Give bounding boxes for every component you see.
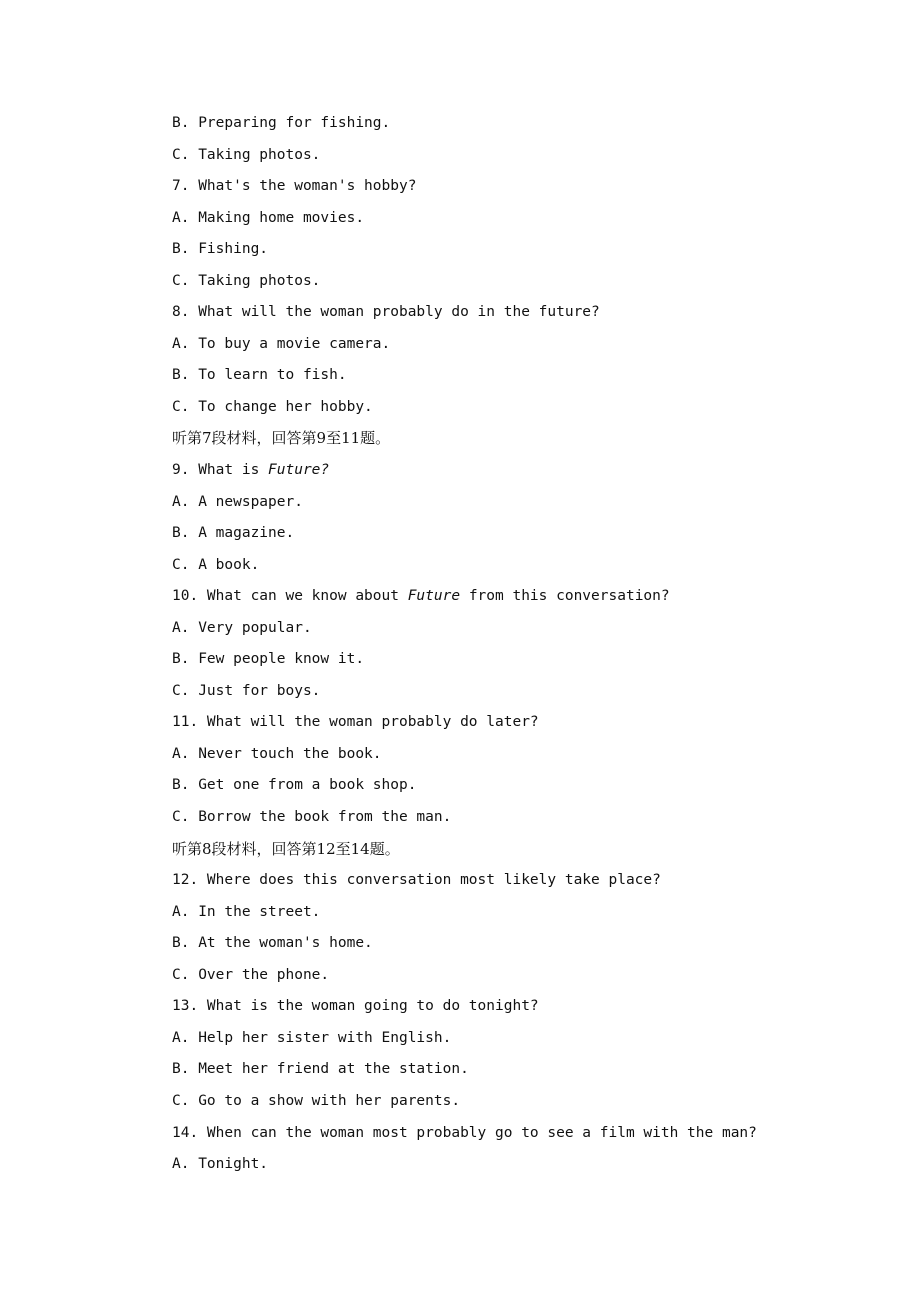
question-list: [172, 112, 872, 1185]
question-14: 14. When can the woman most probably go to see a film with the man?: [172, 1124, 757, 1141]
question-10: [172, 585, 872, 617]
option-c-q12: C. Over the phone.: [172, 966, 330, 983]
option-a-q14: A. Tonight.: [172, 1156, 269, 1173]
option-a-q10: A. Very popular.: [172, 619, 312, 636]
question-11: 11. What will the woman probably do later?: [172, 714, 539, 731]
option-a-q11: A. Never touch the book.: [172, 745, 382, 762]
question-10-text: 10. What can we know about: [172, 588, 408, 605]
option-c-q13: C. Go to a show with her parents.: [172, 1092, 461, 1109]
option-c-q6: C. Taking photos.: [172, 146, 321, 163]
option-a-q9: A. A newspaper.: [172, 493, 303, 510]
option-a-q13: A. Help her sister with English.: [172, 1029, 452, 1046]
option-c-q7: C. Taking photos.: [172, 272, 321, 289]
option-c-q10: C. Just for boys.: [172, 682, 321, 699]
option-c-q11: C. Borrow the book from the man.: [172, 809, 452, 826]
question-10-tail: from this conversation?: [460, 588, 670, 605]
question-13: 13. What is the woman going to do tonight?: [172, 998, 539, 1015]
option-b-q9: B. A magazine.: [172, 525, 295, 542]
question-7: 7. What's the woman's hobby?: [172, 178, 417, 195]
option-b-q10: B. Few people know it.: [172, 651, 365, 668]
section-instruction-8: 听第8段材料，回答第12至14题。: [172, 839, 400, 858]
section-instruction-7: 听第7段材料，回答第9至11题。: [172, 429, 391, 448]
option-b-q12: B. At the woman's home.: [172, 935, 373, 952]
question-9-title-italic: Future?: [268, 462, 330, 479]
option-b-q6: B. Preparing for fishing.: [172, 115, 391, 131]
question-9: [172, 459, 872, 491]
option-c-q8: C. To change her hobby.: [172, 398, 373, 415]
option-b-q11: B. Get one from a book shop.: [172, 777, 417, 794]
question-10-title-italic: Future: [407, 588, 461, 605]
option-c-q9: C. A book.: [172, 556, 260, 573]
option-a-q7: A. Making home movies.: [172, 209, 365, 226]
option-a-q8: A. To buy a movie camera.: [172, 335, 391, 352]
question-12: 12. Where does this conversation most likely take place?: [172, 872, 661, 889]
option-b-q13: B. Meet her friend at the station.: [172, 1061, 469, 1078]
option-b-q8: B. To learn to fish.: [172, 367, 347, 384]
option-b-q7: B. Fishing.: [172, 241, 269, 258]
question-9-text: 9. What is: [172, 462, 269, 479]
option-a-q12: A. In the street.: [172, 903, 321, 920]
question-8: 8. What will the woman probably do in the future?: [172, 304, 600, 321]
